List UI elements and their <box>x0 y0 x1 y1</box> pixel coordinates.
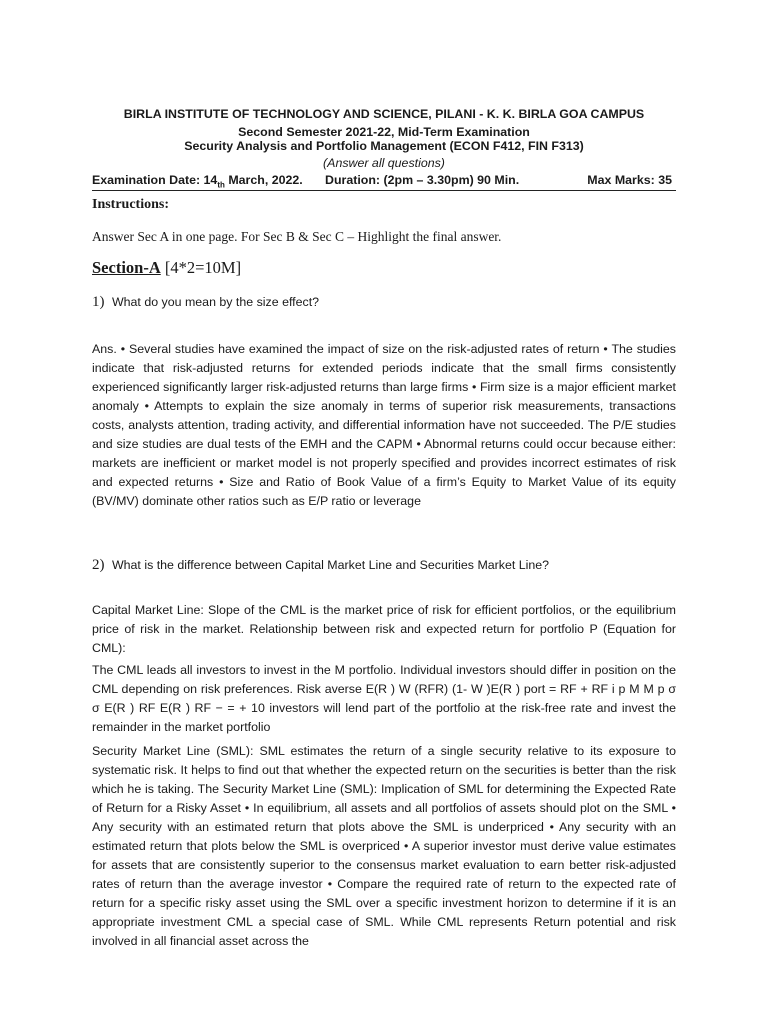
section-a-marks: [4*2=10M] <box>164 258 242 277</box>
question-text: What do you mean by the size effect? <box>111 295 320 309</box>
section-a-heading <box>92 258 241 278</box>
course-title: Security Analysis and Portfolio Management (ECON F412, FIN F313) <box>184 139 584 153</box>
question-2 <box>92 557 549 574</box>
answer-all-note: (Answer all questions) <box>323 156 445 170</box>
question-1 <box>92 294 319 311</box>
institute-title: BIRLA INSTITUTE OF TECHNOLOGY AND SCIENCE, PILANI - K. K. BIRLA GOA CAMPUS <box>123 107 645 121</box>
instructions-heading: Instructions: <box>92 197 170 212</box>
semester-title: Second Semester 2021-22, Mid-Term Examination <box>238 125 530 139</box>
exam-info-row <box>92 171 676 191</box>
cml-investors-paragraph: The CML leads all investors to invest in the M portfolio. Individual investors should differ in position on the CML depending on risk preferences. Risk averse E(R ) W (RFR) (1- W )E(R ) port = RF + RF i p M M p σ σ E(R ) RF E(R ) RF − = + 10 investors will lend part of the portfolio at the risk-free rate and invest the remainder in the market portfolio <box>92 663 676 734</box>
question-number: 2) <box>92 557 105 573</box>
question-number: 1) <box>92 294 105 310</box>
section-a-title: Section-A <box>92 258 161 277</box>
max-marks: Max Marks: 35 <box>587 173 672 187</box>
cml-paragraph: Capital Market Line: Slope of the CML is the market price of risk for efficient portfolios, or the equilibrium price of risk in the market. Relationship between risk and expected return for portfolio P (Equation for CML): <box>92 603 676 655</box>
instructions-text: Answer Sec A in one page. For Sec B & Sec C – Highlight the final answer. <box>92 229 502 244</box>
exam-duration: Duration: (2pm – 3.30pm) 90 Min. <box>325 173 520 187</box>
sml-paragraph: Security Market Line (SML): SML estimates the return of a single security relative to its exposure to systematic risk. It helps to find out that whether the expected return on the securities is better than the risk which he is taking. The Security Market Line (SML): Implication of SML for determining the Expected Rate of Return for a Risky Asset • In equilibrium, all assets and all portfolios of assets should plot on the SML • Any security with an estimated return that plots above the SML is underpriced • Any security with an estimated return that plots below the SML is overpriced • A superior investor must derive value estimates for assets that are consistently superior to the consensus market evaluation to earn better risk-adjusted rates of return than the average investor • Compare the required rate of return to the expected rate of return for a specific risky asset using the SML over a specific investment horizon to determine if it is an appropriate investment CML a special case of SML. While CML represents Return potential and risk involved in all financial asset across the <box>92 744 676 948</box>
answer-1-paragraph: Ans. • Several studies have examined the impact of size on the risk-adjusted rates of return • The studies indicate that risk-adjusted returns for extended periods indicate that the small firms consistently experienced significantly larger risk-adjusted returns than large firms • Firm size is a major efficient market anomaly • Attempts to explain the size anomaly in terms of superior risk measurements, transactions costs, analysts attention, trading activity, and differential information have not succeeded. The P/E studies and size studies are dual tests of the EMH and the CAPM • Abnormal returns could occur because either: markets are inefficient or market model is not properly specified and provides incorrect estimates of risk and expected returns • Size and Ratio of Book Value of a firm’s Equity to Market Value of its equity (BV/MV) dominate other ratios such as E/P ratio or leverage <box>92 342 676 508</box>
question-text: What is the difference between Capital Market Line and Securities Market Line? <box>111 558 550 572</box>
exam-date: Examination Date: $14_{th}$ March, 2022. <box>92 173 303 190</box>
